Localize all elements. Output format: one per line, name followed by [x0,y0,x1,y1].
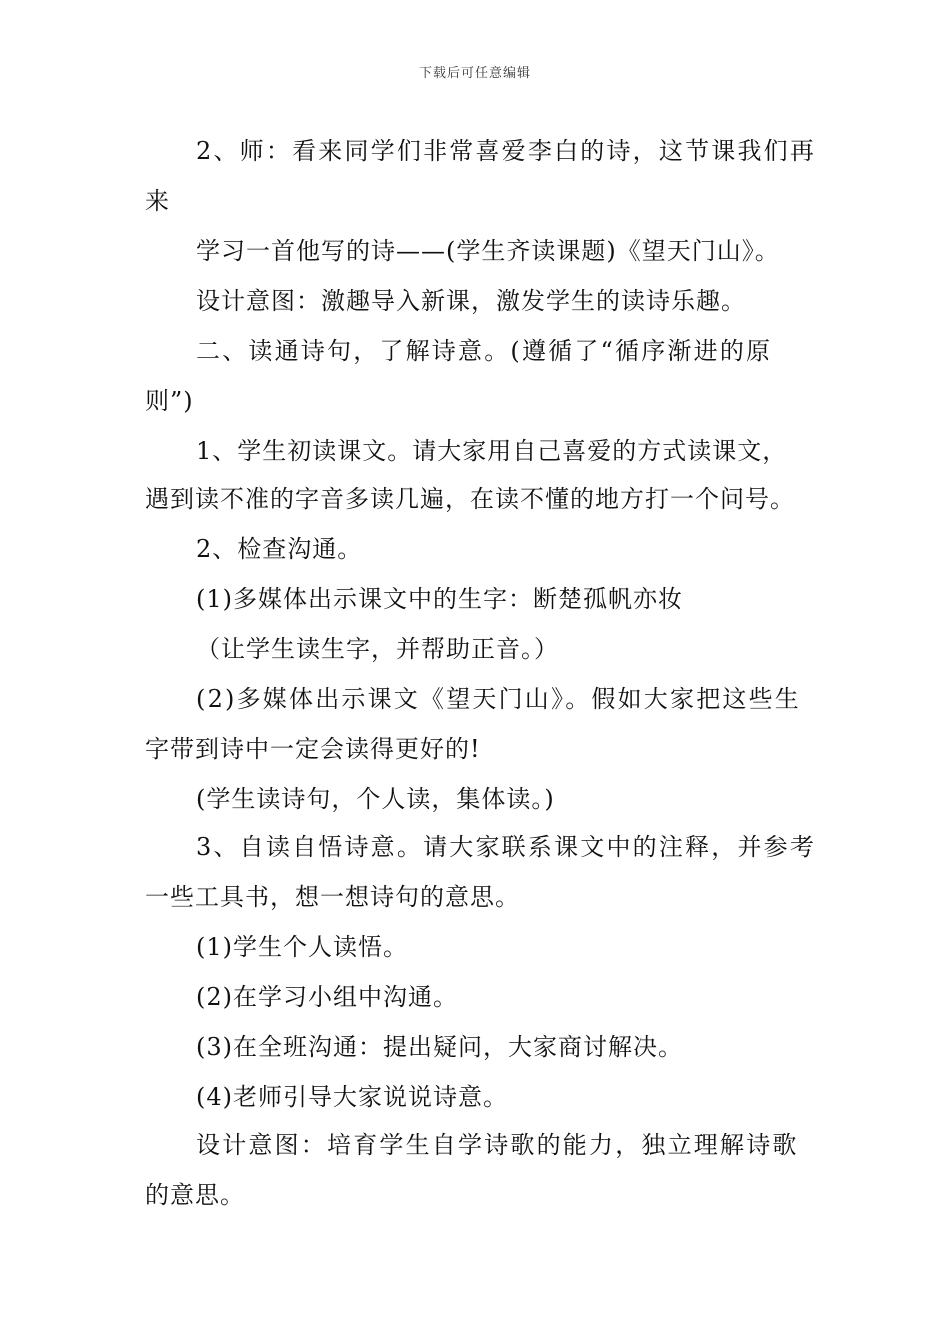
paragraph-line: 则”) [145,387,194,415]
paragraph-line: 1、学生初读课文。请大家用自己喜爱的方式读课文， [196,437,788,465]
paragraph-line: (2)在学习小组中沟通。 [196,983,458,1011]
paragraph-line: 的意思。 [145,1181,245,1209]
paragraph-line: 遇到读不准的字音多读几遍，在读不懂的地方打一个问号。 [145,485,795,513]
paragraph-line: (3)在全班沟通：提出疑问，大家商讨解决。 [196,1033,683,1061]
paragraph-line: (学生读诗句，个人读，集体读。) [196,785,555,813]
page-header: 下载后可任意编辑 [418,66,531,81]
paragraph-line: (1)学生个人读悟。 [196,933,408,961]
paragraph-line: 设计意图：激趣导入新课，激发学生的读诗乐趣。 [196,287,746,315]
paragraph-line: 字带到诗中一定会读得更好的! [145,735,481,763]
paragraph-line: 设计意图：培育学生自学诗歌的能力，独立理解诗歌 [196,1131,799,1159]
paragraph-line: 3、自读自悟诗意。请大家联系课文中的注释，并参考 [196,833,817,861]
paragraph-line: 学习一首他写的诗——(学生齐读课题)《望天门山》。 [196,237,780,265]
paragraph-line: 2、检查沟通。 [196,535,363,563]
paragraph-line: (4)老师引导大家说说诗意。 [196,1083,508,1111]
paragraph-line: (2)多媒体出示课文《望天门山》。假如大家把这些生 [196,685,801,713]
paragraph-line: 来 [145,187,170,215]
paragraph-line: 二、读通诗句，了解诗意。(遵循了“循序渐进的原 [196,337,773,365]
paragraph-line: 一些工具书，想一想诗句的意思。 [145,883,520,911]
paragraph-line: 2、师：看来同学们非常喜爱李白的诗，这节课我们再 [196,137,817,165]
paragraph-line: （让学生读生字，并帮助正音。） [196,635,559,663]
paragraph-line: (1)多媒体出示课文中的生字：断楚孤帆亦妆 [196,585,683,613]
